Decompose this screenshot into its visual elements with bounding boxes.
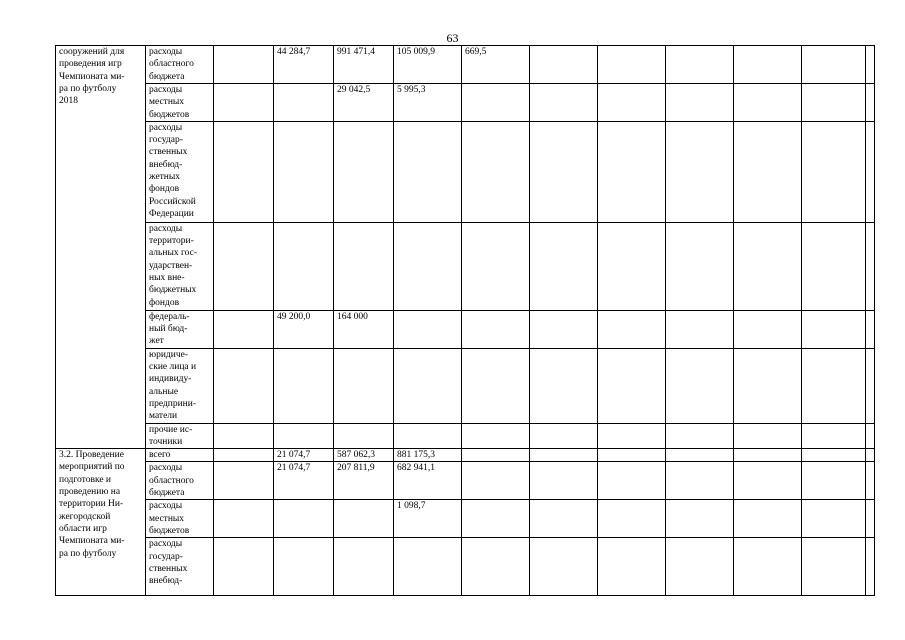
value-cell [598,121,666,222]
funding-source-cell [146,500,214,538]
funding-source-line: жет [149,336,164,347]
funding-source-cell [146,46,214,84]
section-name-line: Чемпионата ми- [59,536,125,547]
funding-source-line: расходы [149,463,183,474]
value-cell [214,449,274,462]
section-name-line: проведения игр [59,59,122,70]
value-cell: 207 811,9 [334,462,394,500]
funding-source-cell [146,84,214,122]
value-cell [866,84,875,122]
value-cell [462,84,530,122]
value-cell [462,538,530,596]
value-cell [394,121,462,222]
value-cell: 29 042,5 [334,84,394,122]
value-cell [214,84,274,122]
value-cell [866,121,875,222]
value-cell [394,348,462,423]
value-cell [462,310,530,348]
value-cell [802,84,866,122]
funding-source-line: расходы [149,539,183,550]
value-cell: 1 098,7 [394,500,462,538]
section-name-line: сооружений для [59,47,125,57]
value-cell: 991 471,4 [334,46,394,84]
value-cell [666,449,734,462]
value-cell [530,310,598,348]
funding-source-cell [146,222,214,310]
value-cell [214,46,274,84]
value-cell [666,310,734,348]
section-name-line: Чемпионата ми- [59,71,125,82]
funding-source-line: расходы [149,501,183,512]
value-cell [274,121,334,222]
table-row [56,348,875,423]
value-cell [530,449,598,462]
value-cell [866,500,875,538]
value-cell [462,423,530,449]
value-cell: 44 284,7 [274,46,334,84]
value-cell [598,222,666,310]
value-cell [598,46,666,84]
value-cell [462,500,530,538]
value-cell [598,449,666,462]
section-name-cell [56,46,146,449]
funding-source-line: территори- [149,236,194,247]
value-cell [334,222,394,310]
value-cell [334,500,394,538]
section-name-line: проведению на [59,487,121,498]
value-cell [666,84,734,122]
funding-source-line: бюджета [149,488,185,499]
funding-source-line: Российской [149,196,196,207]
funding-source-line: матели [149,411,178,422]
funding-source-line: областного [149,59,194,70]
funding-source-cell [146,121,214,222]
table-row [56,423,875,449]
value-cell [802,500,866,538]
value-cell [598,500,666,538]
funding-source-line: альных гос- [149,248,197,259]
funding-source-line: ный бюд- [149,324,188,335]
budget-table [55,45,875,596]
funding-source-line: фондов [149,297,180,308]
section-name-line: ра по футболу [59,83,117,94]
funding-source-cell [146,538,214,596]
value-cell [394,222,462,310]
funding-source-line: юридиче- [149,349,189,360]
section-name-line: территории Ни- [59,499,124,510]
section-name-line: мероприятий по [59,462,125,473]
value-cell [462,222,530,310]
value-cell: 587 062,3 [334,449,394,462]
funding-source-line: ственных [149,147,188,158]
value-cell [214,310,274,348]
value-cell: 5 995,3 [394,84,462,122]
value-cell [734,121,802,222]
funding-source-line: альные [149,386,179,397]
funding-source-line: фондов [149,184,180,195]
table-row [56,121,875,222]
value-cell [734,449,802,462]
funding-source-line: бюджета [149,71,185,82]
value-cell [530,462,598,500]
funding-source-line: государ- [149,135,183,146]
funding-source-line: бюджетов [149,109,190,120]
value-cell [734,348,802,423]
value-cell [530,121,598,222]
value-cell [802,449,866,462]
funding-source-cell [146,310,214,348]
value-cell [274,500,334,538]
funding-source-line: точники [149,436,183,447]
value-cell [734,310,802,348]
funding-source-line: местных [149,97,185,108]
value-cell [802,310,866,348]
value-cell [802,348,866,423]
value-cell [274,84,334,122]
value-cell: 21 074,7 [274,449,334,462]
value-cell [274,222,334,310]
funding-source-line: государ- [149,551,183,562]
value-cell [666,348,734,423]
funding-source-line: расходы [149,47,183,57]
funding-source-line: индивиду- [149,374,192,385]
value-cell [214,500,274,538]
value-cell [666,462,734,500]
value-cell [666,121,734,222]
value-cell [866,462,875,500]
table-row [56,500,875,538]
value-cell [866,449,875,462]
value-cell: 49 200,0 [274,310,334,348]
funding-source-line: расходы [149,85,183,95]
value-cell [334,423,394,449]
funding-source-line: расходы [149,223,183,234]
value-cell [598,84,666,122]
value-cell [214,348,274,423]
value-cell [274,538,334,596]
value-cell [734,500,802,538]
funding-source-cell [146,462,214,500]
funding-source-line: расходы [149,122,183,133]
value-cell [462,449,530,462]
value-cell: 105 009,9 [394,46,462,84]
value-cell [462,121,530,222]
value-cell [274,348,334,423]
funding-source-line: предприни- [149,398,197,409]
funding-source-line: ские лица и [149,362,197,373]
value-cell [334,348,394,423]
value-cell [734,222,802,310]
value-cell [734,462,802,500]
value-cell [462,462,530,500]
value-cell [802,121,866,222]
value-cell [734,423,802,449]
table-row [56,46,875,84]
funding-source-cell [146,449,214,462]
table-row [56,538,875,596]
value-cell [214,222,274,310]
section-name-line: 2018 [59,96,78,107]
table-row [56,84,875,122]
funding-source-line: бюджетных [149,285,197,296]
funding-source-line: ственных [149,564,188,575]
value-cell [666,423,734,449]
value-cell [802,538,866,596]
table-row [56,222,875,310]
funding-source-line: ных вне- [149,273,185,284]
value-cell [734,84,802,122]
value-cell [666,222,734,310]
value-cell [394,538,462,596]
section-name-line: подготовке и [59,474,111,485]
funding-source-cell [146,348,214,423]
table-row [56,449,875,462]
value-cell [214,423,274,449]
value-cell [530,84,598,122]
value-cell: 21 074,7 [274,462,334,500]
value-cell [598,538,666,596]
value-cell: 881 175,3 [394,449,462,462]
funding-source-line: местных [149,513,185,524]
funding-source-line: жетных [149,172,181,183]
value-cell [866,538,875,596]
value-cell [666,500,734,538]
value-cell: 164 000 [334,310,394,348]
value-cell [394,310,462,348]
value-cell [802,462,866,500]
value-cell [734,538,802,596]
value-cell [394,423,462,449]
section-name-line: ра по футболу [59,548,117,559]
value-cell [866,222,875,310]
table-row [56,310,875,348]
value-cell [666,538,734,596]
funding-source-cell [146,423,214,449]
value-cell [334,121,394,222]
funding-source-line: внебюд- [149,576,183,587]
funding-source-line: прочие ис- [149,424,193,435]
value-cell [530,222,598,310]
value-cell [598,423,666,449]
value-cell: 682 941,1 [394,462,462,500]
value-cell [866,310,875,348]
value-cell [734,46,802,84]
value-cell [802,222,866,310]
value-cell [530,348,598,423]
section-name-line: 3.2. Проведение [59,450,124,461]
value-cell [530,46,598,84]
funding-source-line: федераль- [149,311,190,322]
value-cell [666,46,734,84]
value-cell [214,121,274,222]
value-cell [274,423,334,449]
funding-source-line: всего [149,450,171,461]
funding-source-line: бюджетов [149,526,190,537]
value-cell [530,538,598,596]
value-cell [530,423,598,449]
value-cell [802,423,866,449]
value-cell: 669,5 [462,46,530,84]
value-cell [214,462,274,500]
table-row [56,462,875,500]
value-cell [598,310,666,348]
page-number: 63 [446,31,459,45]
funding-source-line: областного [149,475,194,486]
funding-source-line: ударствен- [149,260,193,271]
funding-source-line: внебюд- [149,159,183,170]
section-name-line: области игр [59,523,107,534]
value-cell [598,348,666,423]
value-cell [462,348,530,423]
value-cell [530,500,598,538]
value-cell [214,538,274,596]
value-cell [802,46,866,84]
value-cell [334,538,394,596]
section-name-cell [56,449,146,596]
section-name-line: жегородской [59,511,111,522]
value-cell [866,348,875,423]
value-cell [866,423,875,449]
value-cell [598,462,666,500]
value-cell [866,46,875,84]
funding-source-line: Федерации [149,208,194,219]
